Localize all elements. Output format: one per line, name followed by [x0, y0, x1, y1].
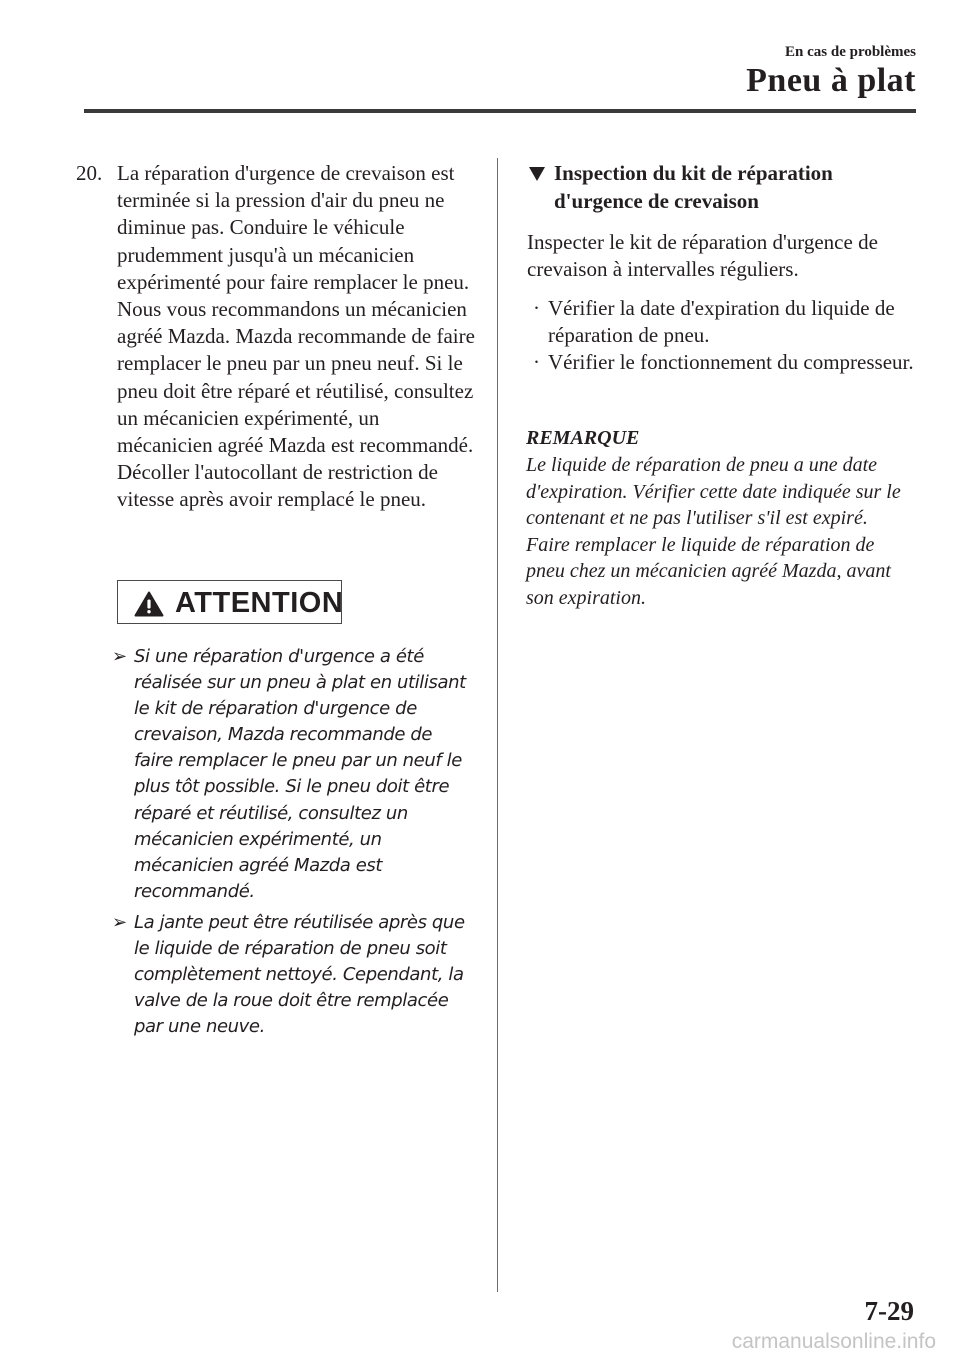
attention-box	[117, 580, 342, 624]
bullet-text: Vérifier la date d'expiration du liquide de réparation de pneu.	[548, 296, 895, 348]
step-text: La réparation d'urgence de crevaison est terminée si la pression d'air du pneu ne diminue pas. Conduire le véhicule prudemment jusqu'à un mécanicien expérimenté pour faire remplacer le pneu. Nous vous recommandons un mécanicien agréé Mazda. Mazda recommande de faire remplacer le pneu par un pneu neuf. Si le pneu doit être réparé et réutilisé, consultez un mécanicien expérimenté, un mécanicien agréé Mazda est recommandé.	[117, 161, 475, 458]
page-number: 7-29	[864, 1296, 914, 1326]
bullet-item	[527, 349, 917, 376]
bullet-item	[527, 295, 917, 349]
page-title: Pneu à plat	[746, 62, 916, 99]
note-heading: REMARQUE	[526, 427, 640, 449]
step-text-sticker: Décoller l'autocollant de restriction de vitesse après avoir remplacé le pneu.	[117, 460, 438, 512]
inspection-heading-text: Inspection du kit de réparation d'urgence de crevaison	[554, 161, 833, 213]
inspection-intro: Inspecter le kit de réparation d'urgence de crevaison à intervalles réguliers.	[527, 230, 878, 282]
step-number: 20.	[76, 161, 103, 185]
triangle-down-icon	[528, 166, 546, 182]
arrow-bullet-icon: ➢	[112, 912, 127, 933]
warning-text: La jante peut être réutilisée après que le liquide de réparation de pneu soit complètement nettoyé. Cependant, la valve de la roue doit être remplacée par une neuve.	[134, 912, 465, 1038]
arrow-bullet-icon: ➢	[112, 646, 127, 667]
note-body: Le liquide de réparation de pneu a une date d'expiration. Vérifier cette date indiquée sur le contenant et ne pas l'utiliser s'il est expiré. Faire remplacer le liquide de réparation de pneu chez un mécanicien agréé Mazda, avant son expiration.	[526, 454, 901, 609]
warning-item	[112, 644, 472, 905]
bullet-dot-icon: ·	[533, 350, 540, 374]
warning-text: Si une réparation d'urgence a été réalisée sur un pneu à plat en utilisant le kit de réparation d'urgence de crevaison, Mazda recommande de faire remplacer le pneu par un neuf le plus tôt possible. Si le pneu doit être réparé et réutilisé, consultez un mécanicien expérimenté, un mécanicien agréé Mazda est recommandé.	[134, 646, 466, 902]
section-label: En cas de problèmes	[785, 44, 916, 60]
warning-triangle-icon	[134, 591, 164, 617]
header-rule	[84, 109, 916, 113]
watermark: carmanualsonline.info	[731, 1330, 936, 1353]
bullet-dot-icon: ·	[533, 296, 540, 320]
bullet-text: Vérifier le fonctionnement du compresseur.	[548, 350, 914, 374]
column-divider	[497, 158, 498, 1292]
attention-label: ATTENTION	[175, 587, 344, 619]
inspection-heading	[528, 160, 918, 215]
warning-item	[112, 910, 472, 1040]
step-20	[76, 160, 478, 514]
